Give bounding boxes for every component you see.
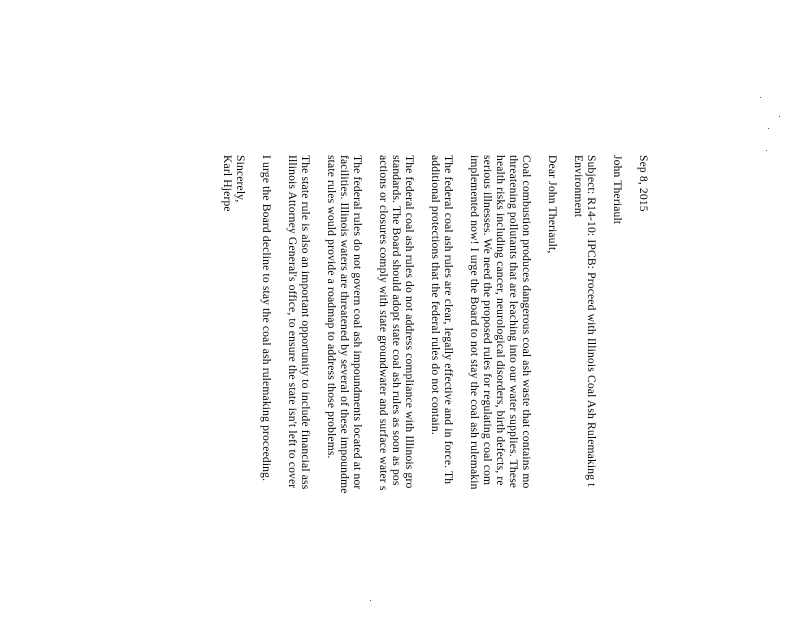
paragraph-line: Coal combustion produces dangerous coal ash waste that contains mo <box>520 155 533 489</box>
paragraph-line: The federal rules do not govern coal ash impoundments located at nor <box>351 155 364 490</box>
paragraph-line: standards. The Board should adopt state coal ash rules as soon as pos <box>390 155 403 486</box>
letter-salutation: Dear John Theriault, <box>546 155 559 254</box>
paragraph-2 <box>429 155 455 618</box>
paragraph-6 <box>260 155 273 618</box>
paragraph-4 <box>325 155 364 618</box>
rotated-letter <box>221 155 650 618</box>
paragraph-line: serious illnesses. We need the proposed rules for regulating coal com <box>481 155 494 486</box>
paragraph-line: I urge the Board decline to stay the coal ash rulemaking proceeding. <box>260 155 273 482</box>
letter-subject-line: Environment <box>572 155 585 218</box>
paragraph-line: actions or closures comply with state groundwater and surface water s <box>377 155 390 491</box>
paragraph-line: health risks including cancer, neurological disorders, birth defects, re <box>494 155 507 486</box>
paragraph-line: facilities. Illinois waters are threatened by several of these impoundme <box>338 155 351 494</box>
letter-subject-line: Subject: R14-10: IPCB: Proceed with Illinois Coal Ash Rulemaking t <box>585 155 598 487</box>
paragraph-1 <box>468 155 533 618</box>
paragraph-line: The federal coal ash rules do not address compliance with Illinois gro <box>403 155 416 489</box>
letter-signature: Karl Hjerpe <box>221 155 234 212</box>
paragraph-line: The state rule is also an important opportunity to include financial ass <box>299 155 312 490</box>
paragraph-line: additional protections that the federal rules do not contain. <box>429 155 442 435</box>
letter-date: Sep 8, 2015 <box>637 155 650 212</box>
paragraph-5 <box>286 155 312 618</box>
letter-sender: John Theriault <box>611 155 624 225</box>
paragraph-line: state rules would provide a roadmap to address those problems. <box>325 155 338 459</box>
paragraph-line: implemented now! I urge the Board to not stay the coal ash rulemakin <box>468 155 481 490</box>
letter-closing: Sincerely, <box>234 155 247 203</box>
paragraph-line: The federal coal ash rules are clear, legally effective and in force. Th <box>442 155 455 485</box>
paragraph-line: Illinois Attorney General's office, to ensure the state isn't left to cover <box>286 155 299 489</box>
paragraph-3 <box>377 155 416 618</box>
paragraph-line: threatening pollutants that are leaching into our water supplies. These <box>507 155 520 489</box>
